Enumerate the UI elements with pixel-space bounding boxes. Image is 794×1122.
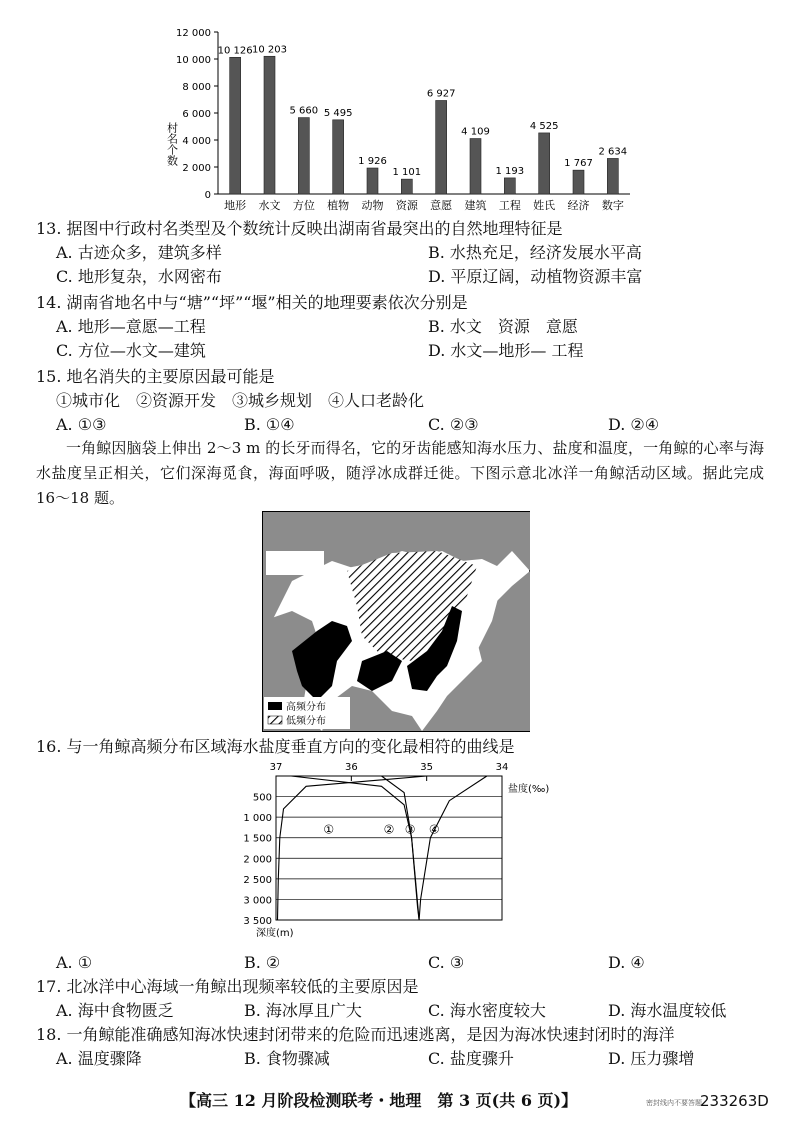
depth-tick-label: 1 000	[243, 813, 272, 825]
x-tick-label: 地形	[224, 199, 247, 212]
q13-option-d[interactable]: D. 平原辽阔，动植物资源丰富	[428, 267, 643, 286]
bar-水文	[264, 56, 275, 194]
q16-option-b[interactable]: B. ②	[244, 953, 281, 972]
bar-建筑	[470, 139, 481, 194]
bar-value-label: 2 634	[598, 146, 628, 158]
q16-option-a[interactable]: A. ①	[56, 953, 93, 972]
footer-note: 密封线内不要答题	[646, 1099, 702, 1107]
question-13: 13. 据图中行政村名类型及个数统计反映出湖南省最突出的自然地理特征是	[36, 219, 563, 238]
chart-ylabel: 村名个数	[165, 122, 179, 166]
depth-tick-label: 2 000	[243, 854, 272, 866]
bar-value-label: 1 101	[392, 167, 422, 179]
bar-value-label: 6 927	[426, 88, 456, 100]
depth-axis-label: 深度(m)	[256, 928, 294, 939]
question-16: 16. 与一角鲸高频分布区域海水盐度垂直方向的变化最相符的曲线是	[36, 737, 515, 756]
question-17: 17. 北冰洋中心海域一角鲸出现频率较低的主要原因是	[36, 977, 419, 996]
bar-数字	[607, 158, 618, 194]
q14-option-d[interactable]: D. 水文—地形— 工程	[428, 341, 584, 360]
map-label-box	[266, 551, 324, 575]
q18-option-a[interactable]: A. 温度骤降	[56, 1049, 142, 1068]
depth-tick-label: 500	[252, 792, 272, 804]
village-name-bar-chart	[150, 22, 650, 217]
x-tick-label: 植物	[327, 199, 350, 212]
bar-意愿	[436, 100, 447, 194]
bar-value-label: 4 525	[529, 120, 559, 132]
salinity-tick: 36	[344, 762, 358, 773]
arctic-narwhal-map	[262, 511, 530, 732]
x-tick-label: 意愿	[430, 199, 453, 212]
q17-option-a[interactable]: A. 海中食物匮乏	[56, 1001, 174, 1020]
bar-资源	[401, 179, 412, 194]
exam-code: 233263D	[700, 1092, 769, 1110]
salinity-plot-frame	[276, 776, 502, 920]
depth-tick-label: 2 500	[243, 874, 272, 886]
q16-option-d[interactable]: D. ④	[608, 953, 645, 972]
bar-工程	[504, 178, 515, 194]
q15-option-b[interactable]: B. ①④	[244, 415, 295, 434]
depth-tick-label: 3 500	[243, 916, 272, 927]
question-14: 14. 湖南省地名中与“塘”“坪”“堰”相关的地理要素依次分别是	[36, 293, 468, 312]
bar-value-label: 1 767	[564, 158, 593, 170]
bar-value-label: 1 193	[495, 165, 525, 177]
bar-value-label: 5 495	[323, 107, 353, 119]
q13-option-b[interactable]: B. 水热充足，经济发展水平高	[428, 243, 642, 262]
q14-option-a[interactable]: A. 地形—意愿—工程	[56, 317, 206, 336]
question-18: 18. 一角鲸能准确感知海冰快速封闭带来的危险而迅速逃离，是因为海冰快速封闭时的海洋	[36, 1025, 675, 1044]
y-tick-label: 12 000	[176, 28, 211, 39]
q17-option-b[interactable]: B. 海冰厚且广大	[244, 1001, 362, 1020]
x-tick-label: 经济	[567, 199, 590, 212]
passage-narwhal: 一角鲸因脑袋上伸出 2～3 m 的长牙而得名，它的牙齿能感知海水压力、盐度和温度，一角鲸的心率与海水盐度呈正相关，它们深海觅食，海面呼吸，随浮冰成群迁徙。下图示意北冰洋一角鲸活动区域。据此完成 16～18 题。	[36, 439, 764, 507]
q18-option-d[interactable]: D. 压力骤增	[608, 1049, 695, 1068]
y-tick-label: 8 000	[182, 82, 211, 93]
curve-label: ②	[383, 822, 395, 837]
salinity-tick: 37	[269, 762, 283, 773]
legend-low-swatch	[268, 716, 282, 724]
q15-option-c[interactable]: C. ②③	[428, 415, 479, 434]
q18-option-b[interactable]: B. 食物骤减	[244, 1049, 330, 1068]
depth-tick-label: 1 500	[243, 833, 272, 845]
curve-label: ①	[323, 822, 335, 837]
x-tick-label: 资源	[395, 199, 418, 212]
x-tick-label: 数字	[601, 199, 624, 212]
salinity-curve-4	[419, 776, 487, 920]
page-footer: 【高三 12 月阶段检测联考・地理 第 3 页(共 6 页)】	[180, 1091, 578, 1110]
q15-option-a[interactable]: A. ①③	[56, 415, 107, 434]
bar-植物	[333, 120, 344, 194]
x-tick-label: 建筑	[464, 199, 487, 212]
q15-option-d[interactable]: D. ②④	[608, 415, 660, 434]
q15-items: ①城市化 ②资源开发 ③城乡规划 ④人口老龄化	[56, 391, 425, 410]
x-tick-label: 动物	[361, 199, 384, 212]
x-tick-label: 工程	[498, 199, 521, 212]
bar-动物	[367, 168, 378, 194]
x-tick-label: 水文	[258, 199, 281, 212]
y-tick-label: 4 000	[182, 136, 211, 147]
q13-option-a[interactable]: A. 古迹众多，建筑多样	[56, 243, 222, 262]
q17-option-d[interactable]: D. 海水温度较低	[608, 1001, 727, 1020]
y-tick-label: 0	[204, 190, 211, 201]
bar-方位	[298, 118, 309, 194]
bar-value-label: 4 109	[461, 126, 490, 138]
q17-option-c[interactable]: C. 海水密度较大	[428, 1001, 546, 1020]
bar-value-label: 10 203	[252, 44, 287, 56]
q14-option-b[interactable]: B. 水文 资源 意愿	[428, 317, 578, 336]
bar-value-label: 1 926	[358, 155, 387, 167]
salinity-depth-chart	[240, 758, 560, 948]
question-15: 15. 地名消失的主要原因最可能是	[36, 367, 275, 386]
q14-option-c[interactable]: C. 方位—水文—建筑	[56, 341, 206, 360]
salinity-axis-label: 盐度(‰)	[508, 784, 550, 795]
x-tick-label: 姓氏	[533, 199, 556, 212]
salinity-curve-1	[278, 776, 427, 920]
y-tick-label: 10 000	[176, 55, 211, 66]
curve-label: ④	[428, 822, 440, 837]
x-tick-label: 方位	[292, 199, 315, 212]
curve-label: ③	[404, 822, 416, 837]
salinity-curve-2	[291, 776, 419, 920]
y-tick-label: 2 000	[182, 163, 211, 174]
salinity-tick: 34	[495, 762, 509, 773]
salinity-curve-3	[382, 776, 420, 920]
bar-value-label: 5 660	[289, 105, 319, 117]
q13-option-c[interactable]: C. 地形复杂，水网密布	[56, 267, 222, 286]
bar-地形	[230, 57, 241, 194]
legend-high-label: 高频分布	[286, 702, 326, 713]
salinity-tick: 35	[420, 762, 434, 773]
q16-option-c[interactable]: C. ③	[428, 953, 465, 972]
bar-姓氏	[539, 133, 550, 194]
bar-经济	[573, 170, 584, 194]
depth-tick-label: 3 000	[243, 895, 272, 907]
legend-low-label: 低频分布	[286, 716, 326, 727]
bar-value-label: 10 126	[217, 45, 253, 57]
q18-option-c[interactable]: C. 盐度骤升	[428, 1049, 514, 1068]
legend-high-swatch	[268, 702, 282, 710]
y-tick-label: 6 000	[182, 109, 211, 120]
